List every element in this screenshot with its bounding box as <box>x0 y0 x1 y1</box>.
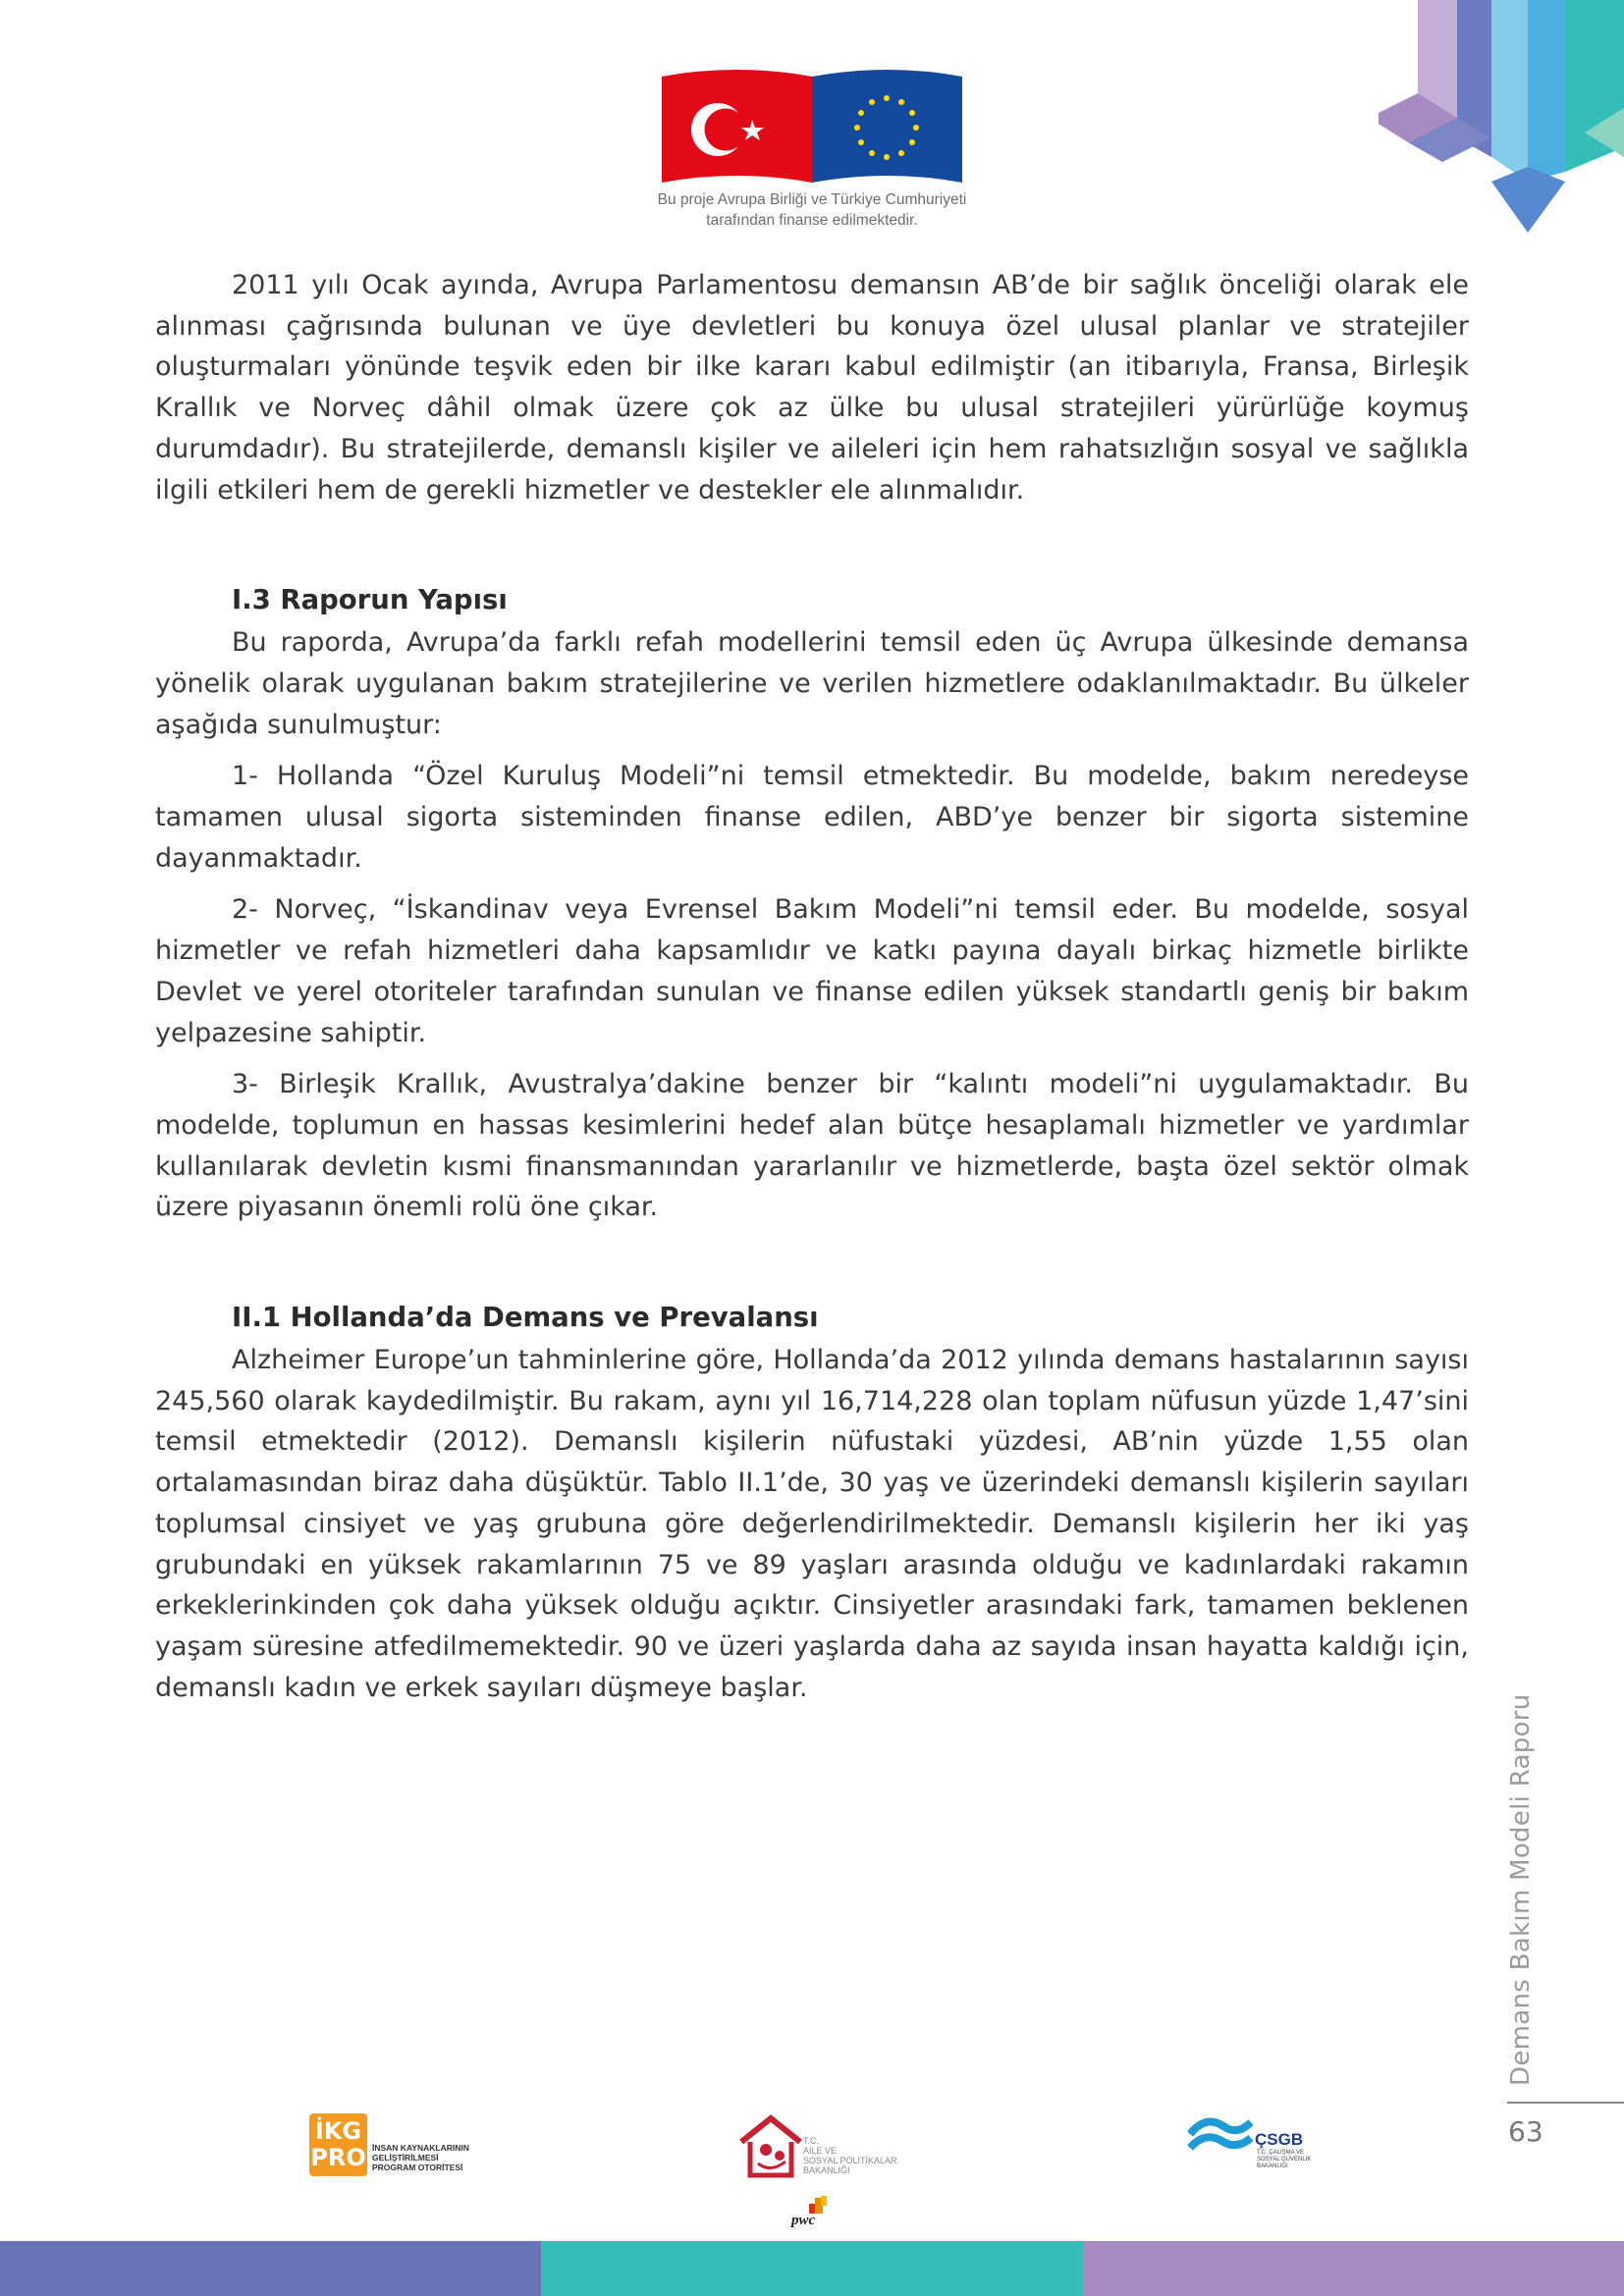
page-number: 63 <box>1508 2115 1543 2148</box>
ikg-text-line2: GELİŞTİRİLMESİ <box>372 2153 439 2163</box>
funding-caption <box>550 189 1074 231</box>
page-number-rule <box>1507 2102 1624 2104</box>
pwc-wordmark: pwc <box>791 2213 816 2228</box>
ikg-text-line3: PROGRAM OTORİTESİ <box>372 2163 463 2172</box>
section-heading-netherlands-prevalence: II.1 Hollanda’da Demans ve Prevalansı <box>232 1302 819 1334</box>
csgb-logo <box>1188 2112 1335 2175</box>
ikg-pro-logo <box>309 2113 476 2176</box>
main-content <box>155 265 1469 1708</box>
paragraph-netherlands-model: 1- Hollanda “Özel Kuruluş Modeli”ni temsil etmektedir. Bu modelde, bakım neredeyse tamamen ulusal sigorta sisteminden finanse edilen, ABD’ye benzer bir sigorta sistemine dayanmaktadır. <box>155 761 1469 874</box>
pwc-logo <box>785 2196 833 2231</box>
ikg-text-line1: İNSAN KAYNAKLARININ <box>372 2143 469 2153</box>
ikg-logo-line2: PRO <box>310 2144 366 2171</box>
asp-text-line3: SOSYAL POLİTİKALAR <box>803 2156 897 2165</box>
asp-text-line1: T.C. <box>803 2136 820 2146</box>
paragraph-intro: 2011 yılı Ocak ayında, Avrupa Parlamentosu demansın AB’de bir sağlık önceliği olarak ele alınması çağrısında bulunan ve üye devletleri bu konuya özel ulusal planlar ve stratejiler oluşturmaları yönünde teşvik eden bir ilke kararı kabul edilmiştir (an itibarıyla, Fransa, Birleşik Krallık ve Norveç dâhil olmak üzere çok az ülke bu ulusal stratejileri yürürlüğe koymuş durumdadır). Bu stratejilerde, demanslı kişiler ve aileleri için hem rahatsızlığın sosyal ve sağlıkla ilgili etkileri hem de gerekli hizmetler ve destekler ele alınmalıdır. <box>155 270 1469 506</box>
csgb-text-line1: T.C. ÇALIŞMA VE <box>1257 2150 1305 2156</box>
csgb-wave-icon <box>1188 2112 1253 2156</box>
csgb-text-line3: BAKANLIĞI <box>1257 2163 1288 2169</box>
csgb-name: ÇSGB <box>1255 2130 1304 2149</box>
decorative-ribbons <box>1379 0 1624 236</box>
ikg-logo-line1: İKG <box>314 2117 362 2145</box>
paragraph-uk-model: 3- Birleşik Krallık, Avustralya’dakine benzer bir “kalıntı modeli”ni uygulamaktadır. Bu modelde, toplumun en hassas kesimlerini hedef alan bütçe hesaplamalı hizmetler ve yardımlar kullanılarak devletin kısmi finansmanından yararlanılır ve hizmetlerde, başta özel sektör olmak üzere piyasanın önemli rolü öne çıkar. <box>155 1069 1469 1223</box>
asp-text-line4: BAKANLIĞI <box>803 2165 850 2175</box>
asp-house-icon <box>736 2112 805 2181</box>
footer-bar-teal <box>541 2241 1082 2296</box>
paragraph-report-structure: Bu raporda, Avrupa’da farklı refah modellerini temsil eden üç Avrupa ülkesinde demansa yönelik olarak uygulanan bakım stratejilerine ve verilen hizmetlere odaklanılmaktadır. Bu ülkeler aşağıda sunulmuştur: <box>155 627 1469 740</box>
asp-ministry-logo <box>736 2112 897 2181</box>
asp-text-line2: AİLE VE <box>803 2146 838 2156</box>
footer-bar-blue <box>0 2241 541 2296</box>
footer-bar-purple <box>1083 2241 1624 2296</box>
funding-caption-line1: Bu proje Avrupa Birliği ve Türkiye Cumhuriyeti <box>657 191 967 208</box>
funding-caption-line2: tarafından finanse edilmektedir. <box>706 212 918 229</box>
tr-eu-flags <box>662 69 962 183</box>
running-title-text: Demans Bakım Modeli Raporu <box>1506 1693 1536 2086</box>
section-heading-report-structure: I.3 Raporun Yapısı <box>232 584 508 616</box>
csgb-text-line2: SOSYAL GÜVENLİK <box>1257 2157 1312 2163</box>
paragraph-netherlands-prevalence: Alzheimer Europe’un tahminlerine göre, Hollanda’da 2012 yılında demans hastalarının sayısı 245,560 olarak kaydedilmiştir. Bu rakam, aynı yıl 16,714,228 olan toplam nüfusun yüzde 1,47’sini temsil etmektedir (2012). Demanslı kişilerin nüfustaki yüzdesi, AB’nin yüzde 1,55 olan ortalamasından biraz daha düşüktür. Tablo II.1’de, 30 yaş ve üzerindeki demanslı kişilerin sayıları toplumsal cinsiyet ve yaş grubuna göre değerlendirilmektedir. Demanslı kişilerin her iki yaş grubundaki en yüksek rakamlarının 75 ve 89 yaşları arasında olduğu ve kadınlardaki rakamın erkeklerinkinden çok daha yüksek olduğu açıktır. Cinsiyetler arasındaki fark, tamamen beklenen yaşam süresine atfedilmemektedir. 90 ve üzeri yaşlarda daha az sayıda insan hayatta kaldığı için, demanslı kadın ve erkek sayıları düşmeye başlar. <box>155 1345 1469 1703</box>
paragraph-norway-model: 2- Norveç, “İskandinav veya Evrensel Bakım Modeli”ni temsil eder. Bu modelde, sosyal hizmetler ve refah hizmetleri daha kapsamlıdır ve katkı payına dayalı birkaç hizmetle birlikte Devlet ve yerel otoriteler tarafından sunulan ve finanse edilen yüksek standartlı geniş bir bakım yelpazesine sahiptir. <box>155 894 1469 1048</box>
footer-color-bar <box>0 2241 1624 2296</box>
